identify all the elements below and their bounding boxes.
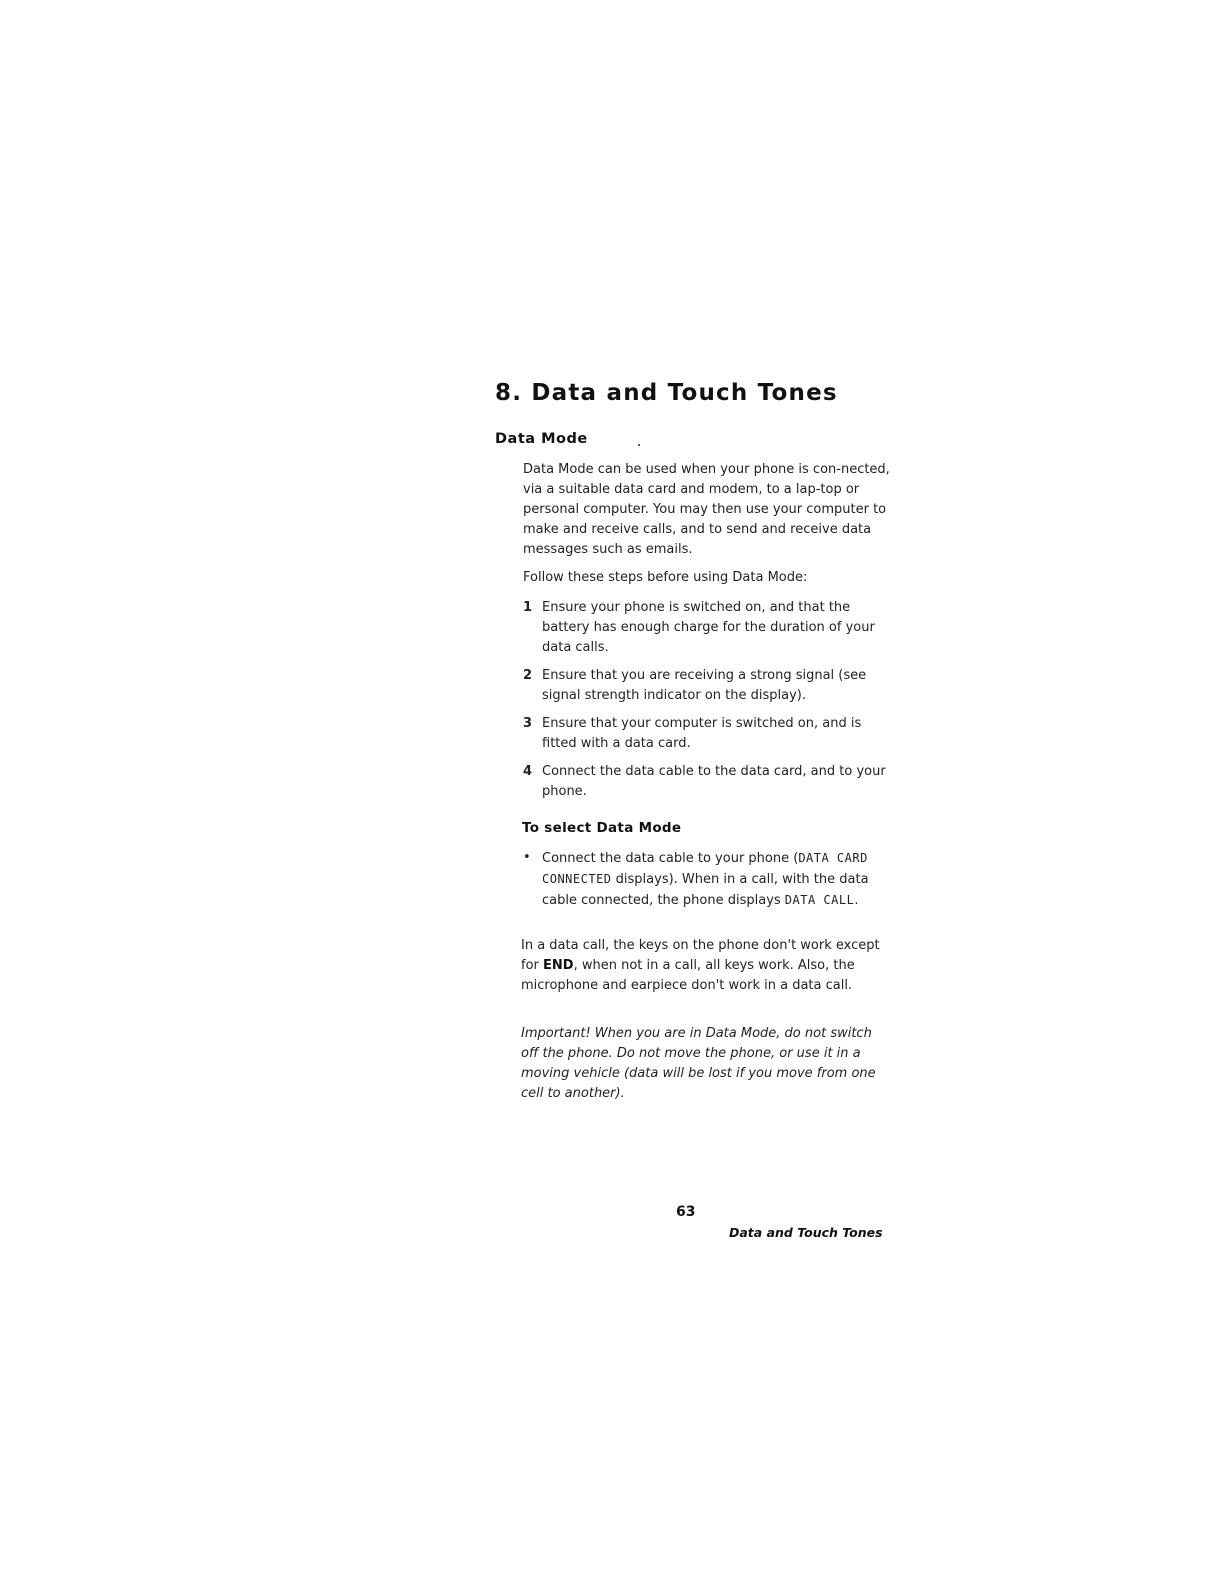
list-item: [523, 714, 893, 754]
end-key-label: END: [543, 958, 574, 973]
step-number: 1: [523, 600, 533, 615]
step-text: Ensure that you are receiving a strong signal (see signal strength indicator on the display).: [542, 668, 867, 703]
section-heading-data-mode: Data Mode: [495, 431, 588, 447]
chapter-title: 8. Data and Touch Tones: [495, 380, 838, 406]
step-number: 2: [523, 668, 533, 683]
bullet-text-part2: displays). When in a call, with the data cable connected, the phone displays: [542, 872, 869, 908]
bullet-text-part1: Connect the data cable to your phone (: [542, 851, 799, 866]
bullet-text-part3: .: [854, 893, 859, 908]
step-text: Connect the data cable to the data card, and to your phone.: [542, 764, 886, 799]
lcd-text-data-call: DATA CALL: [784, 893, 855, 907]
important-note: Important! When you are in Data Mode, do not switch off the phone. Do not move the phone, or use it in a moving vehicle (data will be lost if you move from one cell to another).: [521, 1026, 876, 1101]
select-mode-bullet: [523, 848, 893, 911]
list-item: [523, 666, 893, 706]
step-text: Ensure your phone is switched on, and that the battery has enough charge for the duration of your data calls.: [542, 600, 875, 655]
calls-text-part1: In a data call, the keys on the phone don't work except for: [521, 938, 880, 973]
step-text: Ensure that your computer is switched on, and is fitted with a data card.: [542, 716, 862, 751]
step-number: 4: [523, 764, 533, 779]
step-number: 3: [523, 716, 533, 731]
scan-speck: [638, 444, 640, 446]
lcd-text-data-card-connected: DATA CARD CONNECTED: [542, 851, 868, 886]
intro-paragraph: Data Mode can be used when your phone is con-nected, via a suitable data card and modem, to a lap-top or personal computer. You may then use your computer to make and receive calls, and to send and receive data messages such as emails.: [523, 462, 890, 557]
bullet-icon: •: [523, 850, 531, 865]
steps-lead-in: Follow these steps before using Data Mode:: [523, 570, 808, 585]
list-item: [523, 762, 893, 802]
list-item: [523, 598, 893, 658]
setup-steps-list: [523, 598, 893, 810]
data-call-paragraph: [521, 936, 891, 996]
page-number: 63: [676, 1204, 696, 1220]
calls-text-part2: , when not in a call, all keys work. Also, the microphone and earpiece don't work in a data call.: [521, 958, 855, 993]
subheading-select-data-mode: To select Data Mode: [522, 820, 682, 836]
running-footer-title: Data and Touch Tones: [729, 1225, 883, 1240]
